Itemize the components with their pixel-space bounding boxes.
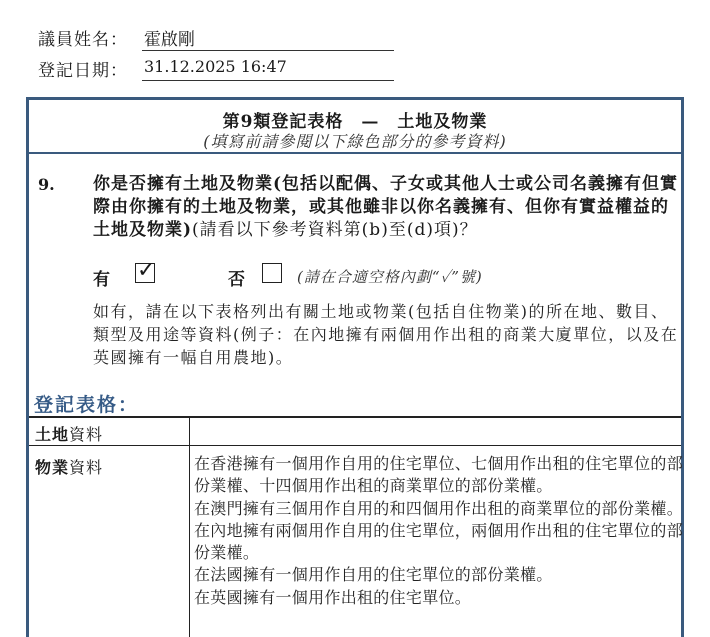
table-column-divider bbox=[189, 417, 190, 637]
property-label-rest: 資料 bbox=[69, 458, 104, 477]
no-checkbox[interactable] bbox=[262, 263, 282, 283]
land-label-bold: 土地 bbox=[35, 425, 70, 444]
date-label: 登記日期： bbox=[38, 61, 128, 81]
property-label-bold: 物業 bbox=[35, 458, 70, 477]
form-title: 第9類登記表格 — 土地及物業 bbox=[222, 112, 488, 132]
explanation-text: 如有，請在以下表格列出有關土地或物業(包括自住物業)的所在地、數目、類型及用途等資料(例子：在內地擁有兩個用作出租的商業大廈單位，以及在英國擁有一幅自用農地)。 bbox=[93, 302, 679, 367]
property-entry-mainland: 在內地擁有兩個用作自用的住宅單位，兩個用作出租的住宅單位的部份業權。 bbox=[194, 520, 684, 563]
yes-label: 有 bbox=[93, 270, 110, 290]
member-name-value: 霍啟剛 bbox=[144, 30, 195, 50]
property-entry-hk: 在香港擁有一個用作自用的住宅單位、七個用作出租的住宅單位的部份業權、十四個用作出租的商業單位的部份業權。 bbox=[194, 454, 684, 496]
member-name-row bbox=[38, 25, 195, 50]
member-name-label: 議員姓名： bbox=[38, 30, 128, 50]
table-row-divider bbox=[29, 445, 681, 446]
question-text bbox=[93, 173, 683, 242]
question-text-bold: 你是否擁有土地及物業(包括以配偶、子女或其他人士或公司名義擁有但實際由你擁有的土地及物業，或其他雖非以你名義擁有、但你有實益權益的土地及物業) bbox=[93, 174, 679, 240]
property-entry-macau: 在澳門擁有三個用作自用的和四個用作出租的商業單位的部份業權。 bbox=[194, 498, 684, 518]
form-subtitle: (填寫前請參閱以下綠色部分的參考資料) bbox=[203, 132, 507, 151]
date-value: 31.12.2025 16:47 bbox=[144, 57, 287, 76]
check-mark-icon: ✓ bbox=[137, 258, 156, 283]
table-top-border bbox=[29, 416, 681, 418]
section-title: 登記表格： bbox=[34, 394, 140, 416]
no-label: 否 bbox=[228, 270, 245, 290]
property-label bbox=[35, 455, 103, 478]
property-entry-france: 在法國擁有一個用作自用的住宅單位的部份業權。 bbox=[194, 565, 553, 585]
date-row bbox=[38, 56, 287, 81]
form-title-box bbox=[29, 100, 681, 154]
checkbox-instruction: (請在合適空格內劃“✓”號) bbox=[297, 268, 483, 286]
land-label-rest: 資料 bbox=[69, 425, 104, 444]
member-name-underline bbox=[142, 50, 394, 51]
property-entry-uk: 在英國擁有一個用作出租的住宅單位。 bbox=[194, 587, 472, 607]
question-text-reference: (請看以下參考資料第(b)至(d)項)？ bbox=[192, 220, 478, 240]
property-entries bbox=[194, 453, 684, 609]
date-underline bbox=[142, 80, 394, 81]
yes-checkbox[interactable] bbox=[135, 258, 156, 283]
land-label bbox=[35, 422, 103, 445]
form-frame bbox=[26, 97, 684, 637]
question-number: 9. bbox=[38, 175, 55, 194]
